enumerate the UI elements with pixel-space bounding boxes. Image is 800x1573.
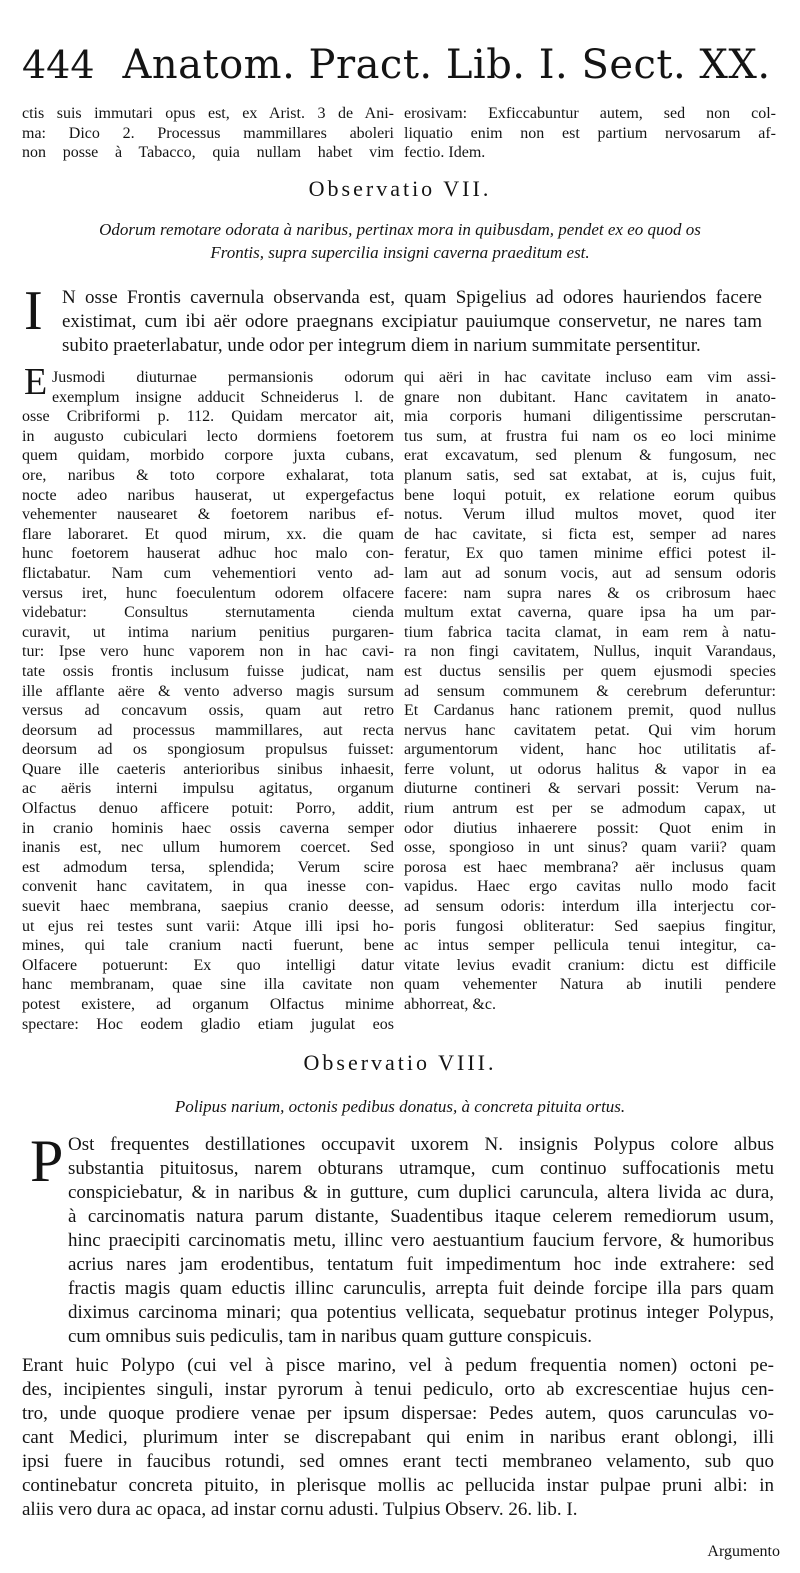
text-line: tro, unde quoque prodiere venae per ipsum dispersae: Pedes autem, quos carunculas vo-: [22, 1403, 774, 1424]
continued-text-right-column: [404, 104, 776, 163]
text-line: Et Cardanus hanc rationem premit, quod nullus: [404, 702, 776, 720]
text-line: deorsum ad processus mammillares, aut recta: [22, 721, 394, 739]
observation-7-caption: [20, 218, 780, 264]
text-line: quam vehementer Natura ab inutili pendere: [404, 976, 776, 994]
page-number: 444: [22, 43, 95, 87]
text-line: quem quidam, morbido corpore juxta cubans,: [22, 447, 394, 465]
text-line: Jusmodi diuturnae permansionis odorum: [52, 369, 394, 386]
text-line: ipsi fuere in faucibus rotundi, sed omnes erant tecti membraneo velamento, sub quo: [22, 1451, 774, 1472]
drop-cap-initial: I: [24, 280, 43, 342]
text-line: ferre volunt, ut odorus halitus & vapor in ea: [404, 760, 776, 778]
text-line: ore, naribus & toto corpore exhalarat, tota: [22, 466, 394, 484]
text-line: osse, spongioso in unt sinus? quam varii? quam: [404, 839, 776, 857]
text-line: ctis suis immutari opus est, ex Arist. 3 de Ani-: [22, 105, 394, 122]
text-line: nocte adeo naribus hauserat, ut expergefactus: [22, 486, 394, 504]
text-line: bene loqui potuit, ex relatione eorum quibus: [404, 486, 776, 504]
text-line: vapidus. Haec ergo cavitas nullo modo facit: [404, 878, 776, 896]
text-line: osse Cribriformi p. 112. Quidam mercator ait,: [22, 408, 394, 426]
text-line: conspiciebatur, & in naribus & in gutture, cum duplici caruncula, altera livida ac dura,: [68, 1182, 774, 1203]
running-title: Anatom. Pract. Lib. I. Sect. XX.: [122, 42, 771, 88]
text-line: de hac cavitate, si ficta est, semper ad nares: [404, 525, 776, 543]
observation-7-intro-paragraph: [62, 286, 762, 358]
text-line: abhorreat, &c.: [404, 996, 496, 1013]
observation-8-paragraph-1: [68, 1133, 774, 1349]
text-line: rium antrum est per se admodum capax, ut: [404, 800, 776, 818]
text-line: qui aëri in hac cavitate incluso eam vim assi-: [404, 369, 776, 386]
text-line: Erant huic Polypo (cui vel à pisce marino, vel à pedum frequentia nomen) octoni pe-: [22, 1355, 774, 1376]
text-line: versus ad concavum ossis, quam aut retro: [22, 702, 394, 720]
text-line: diximus carcinoma minari; qua potentius vellicata, sequebatur protinus integer Polypus,: [68, 1302, 774, 1323]
text-line: odor diutius inhaerere possit: Quot enim in: [404, 819, 776, 837]
text-line: facere: nam supra nares & os cribrosum haec: [404, 584, 776, 602]
text-line: planum satis, sed sat extabat, at is, cujus fuit,: [404, 466, 776, 484]
observation-8-paragraph-2: [22, 1354, 774, 1522]
text-line: fectio. Idem.: [404, 144, 486, 162]
text-line: tate ossis frontis inclusum fuisse judicat, nam: [22, 662, 394, 680]
text-line: in augusto cubiculari lecto dormiens foetorem: [22, 427, 394, 445]
text-line: mines, qui tale cranium nacti fuerunt, bene: [22, 937, 394, 955]
text-line: ut ejus rei testes sunt varii: Atque illi ipsi ho-: [22, 917, 394, 935]
text-line: curavit, ut intima narium penitius purgaren-: [22, 623, 394, 641]
text-line: notus. Verum illud multos movet, quod iter: [404, 506, 776, 524]
text-line: Quare ille caeteris anterioribus sinibus inhaesit,: [22, 760, 394, 778]
text-line: mia corporis humani diligentissime perscrutan-: [404, 408, 776, 426]
text-line: potest existere, ad organum Olfactus minime: [22, 996, 394, 1013]
text-line: videbatur: Consultus sternutamenta cienda: [22, 604, 394, 622]
text-line: inanis est, nec ullum humorem coercet. Sed: [22, 839, 394, 857]
text-line: existimat, cum ibi aër odore praegnans excipiatur pauiumque conservetur, ne nares tam: [62, 311, 762, 332]
running-header: [22, 42, 782, 102]
text-line: ac aëris interni impulsu agitatus, organum: [22, 780, 394, 798]
drop-cap-initial: E: [24, 361, 48, 403]
text-line: est ductus sensilis per quem ejusmodi species: [404, 662, 776, 680]
text-line: est admodum tersa, splendida; Verum scire: [22, 858, 394, 876]
text-line: hinc praecipiti carcinomatis metu, illinc vero aestuantium faucium fervore, & humoribus: [68, 1230, 774, 1251]
text-line: porosa est haec membrana? aër inclusus quam: [404, 858, 776, 876]
text-line: ille afflante aëre & vento adverso magis sursum: [22, 682, 394, 700]
observation-8-title: Observatio VIII.: [303, 1050, 497, 1075]
text-line: flare laboraret. Et quod mirum, xx. die quam: [22, 525, 394, 543]
text-line: tur: Ipse vero hunc vaporem non in hac cavi-: [22, 643, 394, 661]
text-line: subito praeterlabatur, unde odor per integrum diem in narium summitate persentitur.: [62, 335, 701, 356]
observation-7-left-column: [22, 368, 394, 1034]
text-line: suevit haec membrana, saepius cranio deesse,: [22, 898, 394, 916]
text-line: versus iret, hunc foeculentum odorem olfacere: [22, 584, 394, 602]
text-line: substantia pituitosus, narem obturans utramque, cum continuo suffocationis metu: [68, 1158, 774, 1179]
observation-8-caption: [20, 1095, 780, 1118]
text-line: non posse à Tabacco, quia nullam habet vim: [22, 144, 394, 162]
text-line: spectare: Hoc eodem gladio etiam jugulat eos: [22, 1015, 394, 1033]
text-line: hanc membranam, quae sine illa cavitate non: [22, 976, 394, 994]
text-line: ad sensum communem & cerebrum deferuntur:: [404, 682, 776, 700]
text-line: cant Medici, plurimum inter se discrepabant qui enim in naribus erant oblongi, illi: [22, 1427, 774, 1448]
text-line: nervus hanc cavitatem petat. Qui vim horum: [404, 721, 776, 739]
continued-text-left-column: [22, 104, 394, 163]
text-line: deorsum ad os spongiosum propulsus fuisset:: [22, 741, 394, 759]
observation-7-right-column: [404, 368, 776, 1015]
text-line: feratur, Ex quo tamen minime effici potest il-: [404, 545, 776, 563]
text-line: Ost frequentes destillationes occupavit uxorem N. insignis Polypus colore albus: [68, 1134, 774, 1155]
text-line: multum extat caverna, quare ipsa ha um par-: [404, 604, 776, 622]
text-line: tium fabrica tacita clamat, in eam rem à natu-: [404, 623, 776, 641]
text-line: flictabatur. Nam cum vehementiori vento ad-: [22, 564, 394, 582]
text-line: vitate levius evadit cranium: dictu est difficile: [404, 956, 776, 974]
text-line: liquatio enim non est partium nervosarum af-: [404, 124, 776, 142]
drop-cap-initial: P: [30, 1128, 64, 1194]
text-line: gnare non dubitant. Hanc cavitatem in anato-: [404, 388, 776, 406]
text-line: ra non fingi cavitatem, Nullus, inquit Varandaus,: [404, 643, 776, 661]
text-line: erosivam: Exficcabuntur autem, sed non col-: [404, 105, 776, 122]
text-line: Polipus narium, octonis pedibus donatus, à concreta pituita ortus.: [174, 1097, 626, 1116]
text-line: poris fungosi obliteratur: Sed saepius fingitur,: [404, 917, 776, 935]
text-line: N osse Frontis cavernula observanda est, quam Spigelius ad odores hauriendos facere: [62, 287, 762, 308]
text-line: lam aut ad sonum vocis, aut ad sensum odoris: [404, 564, 776, 582]
text-line: cum omnibus suis pediculis, tam in naribus quam gutture conspicuis.: [68, 1326, 593, 1347]
observation-7-title: Observatio VII.: [308, 176, 492, 201]
text-line: ac intus semper pellicula tenui integitur, ca-: [404, 937, 776, 955]
text-line: diuturne contineri & servari possit: Verum na-: [404, 780, 776, 798]
text-line: Olfacere potuerunt: Ex quo intelligi datur: [22, 956, 394, 974]
text-line: argumentorum vident, hanc hoc utilitatis af-: [404, 741, 776, 759]
text-line: Odorum remotare odorata à naribus, pertinax mora in quibusdam, pendet ex eo quod os: [99, 220, 701, 239]
text-line: exemplum insigne adducit Schneiderus l. de: [52, 388, 394, 406]
text-line: hunc foetorem hauserat adhuc hoc malo con-: [22, 545, 394, 563]
text-line: à carcinomatis natura parum distante, Suadentibus itaque celerem remediorum usum,: [68, 1206, 774, 1227]
text-line: vehementer nausearet & foetorem naribus ef-: [22, 506, 394, 524]
text-line: convenit hanc cavitatem, in qua inesse con-: [22, 878, 394, 896]
text-line: continebatur concreta pituito, in plerisque mollis ac pellucida instar pulpae pruni albi: in: [22, 1475, 774, 1496]
text-line: Olfactus denuo afficere potuit: Porro, addit,: [22, 800, 394, 818]
catchword: Argumento: [707, 1543, 780, 1560]
text-line: ad sensum odoris: interdum illa interjectu cor-: [404, 898, 776, 916]
text-line: in cranio hominis haec ossis caverna semper: [22, 819, 394, 837]
text-line: aliis vero dura ac opaca, ad instar cornu adusti. Tulpius Observ. 26. lib. I.: [22, 1499, 578, 1520]
text-line: acrius nares jam erodentibus, tentatum fuit impedimentum hoc inde extrahere: sed: [68, 1254, 774, 1275]
text-line: des, incipientes singuli, instar pyrorum à tenui pediculo, orto ab excrescentiae hujus cen-: [22, 1379, 774, 1400]
text-line: tus sum, at frustra fui nam os eo loci minime: [404, 427, 776, 445]
text-line: erat excavatum, sed plenum & fungosum, nec: [404, 447, 776, 465]
text-line: Frontis, supra supercilia insigni caverna praeditum est.: [210, 243, 590, 262]
text-line: ma: Dico 2. Processus mammillares aboleri: [22, 124, 394, 142]
text-line: fractis magis quam eductis illinc carunculis, arrepta fuit deinde forcipe illa pars quam: [68, 1278, 774, 1299]
